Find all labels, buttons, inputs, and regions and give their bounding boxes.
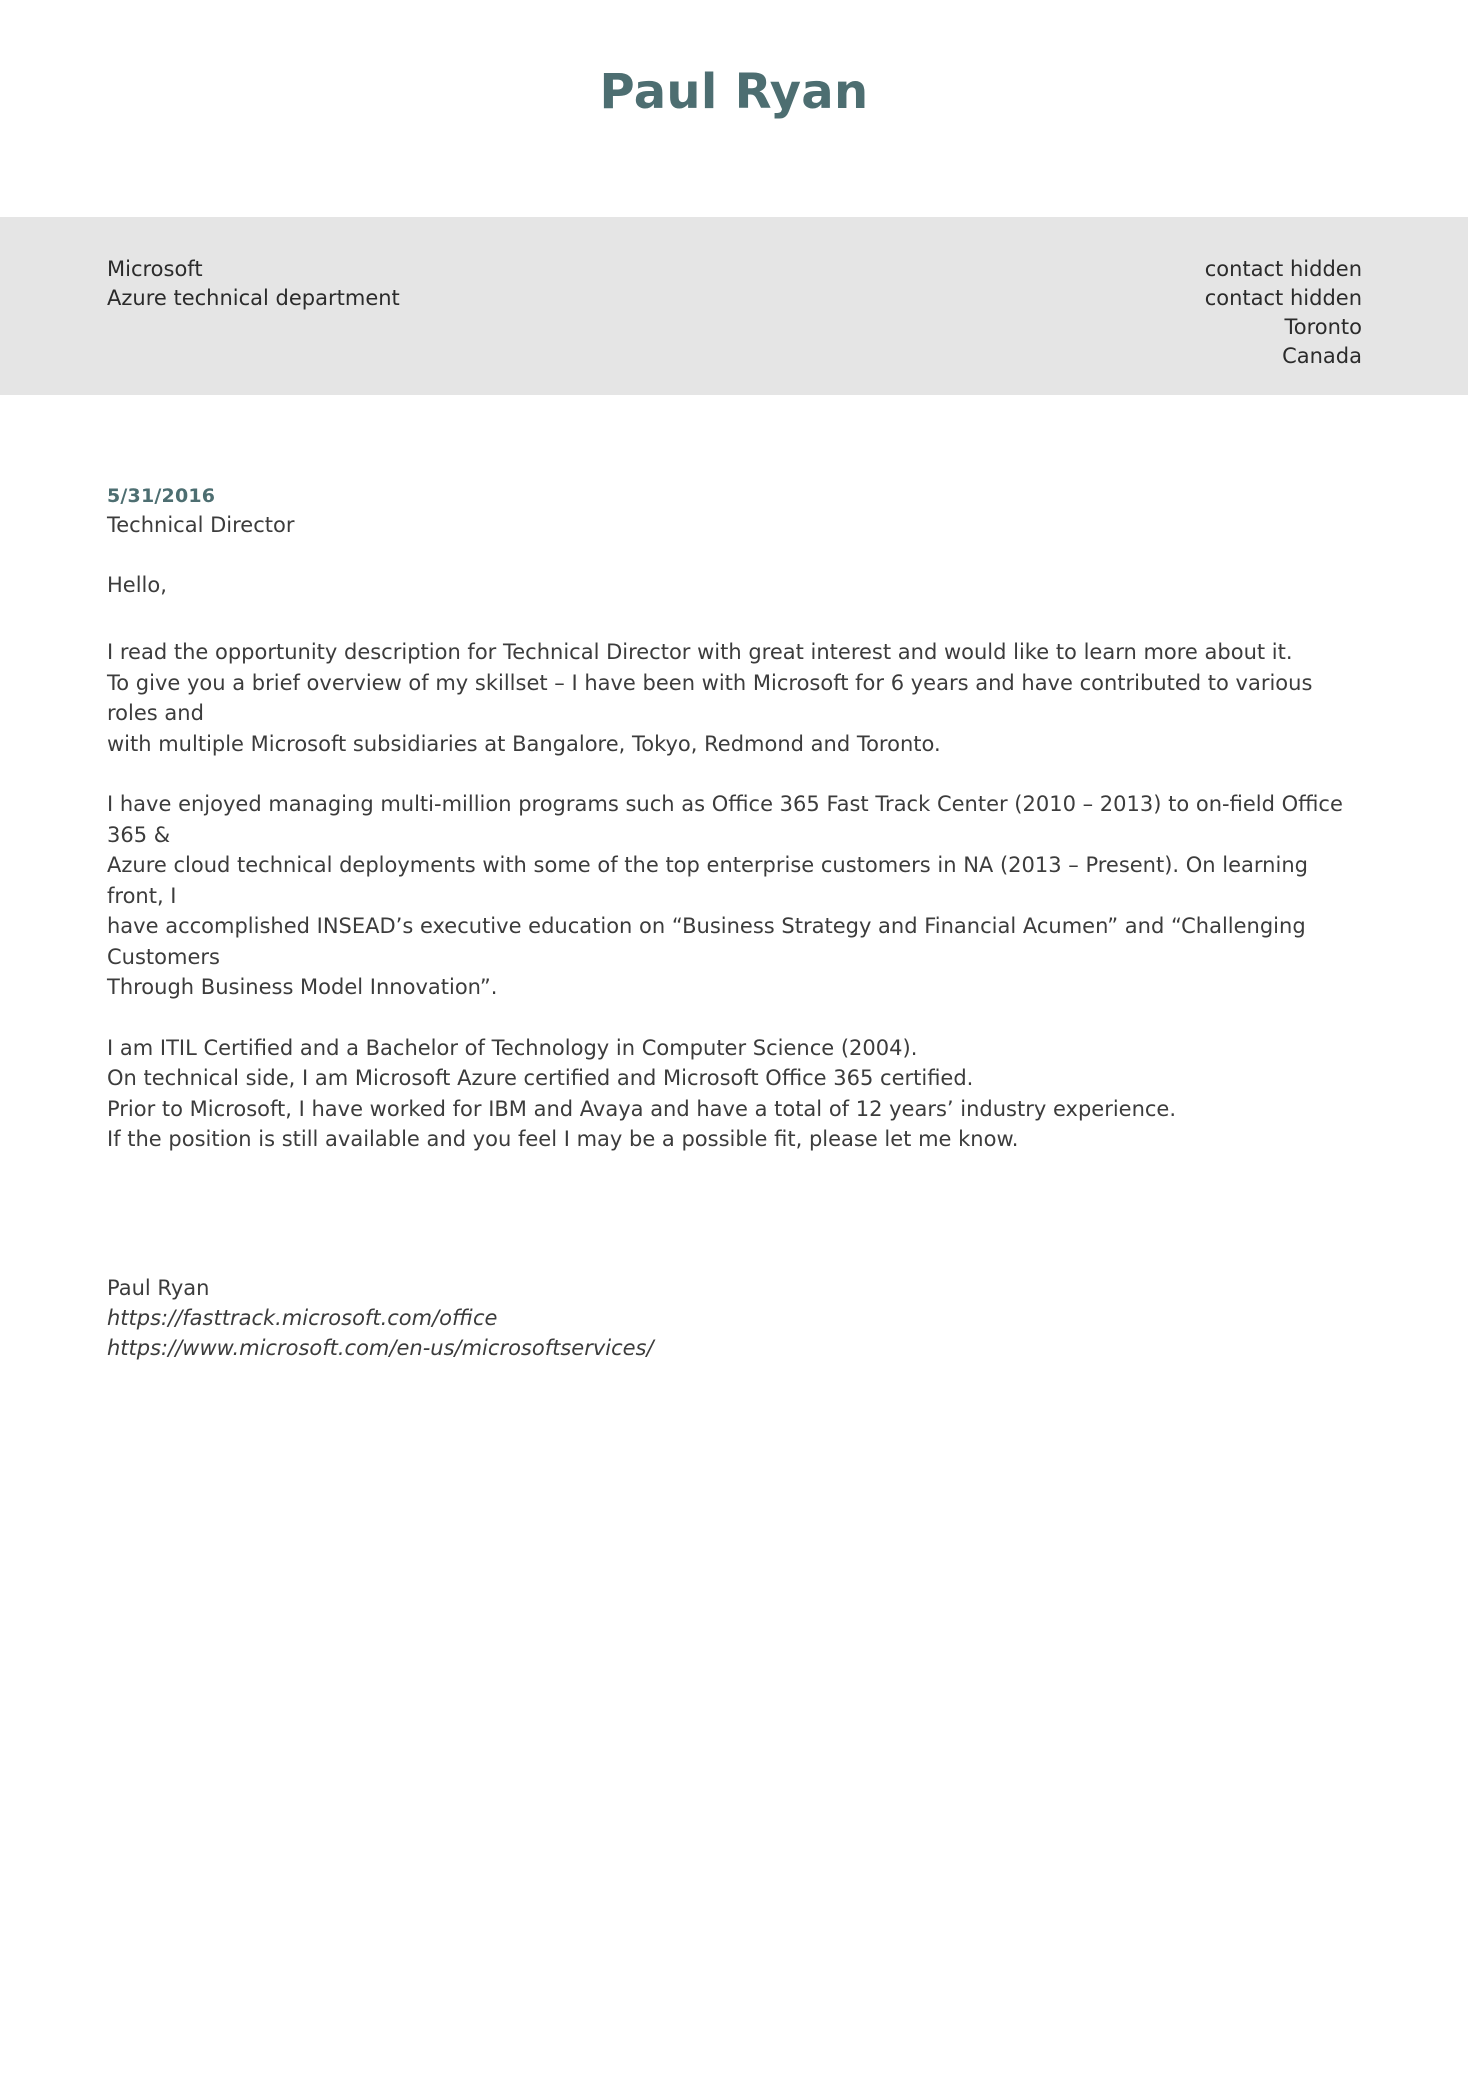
recipient-line: Azure technical department: [107, 286, 400, 310]
paragraph-line: If the position is still available and you feel I may be a possible fit, please let me know.: [107, 1127, 1019, 1151]
contact-band: [0, 217, 1468, 395]
sender-country: Canada: [1282, 344, 1362, 368]
paragraph-line: I have enjoyed managing multi-million programs such as Office 365 Fast Track Center (2010 – 2013) to on-field Office 365 &: [107, 792, 1343, 847]
letter-subject: Technical Director: [107, 513, 295, 537]
sender-line: contact hidden: [1204, 257, 1362, 281]
sender-line: contact hidden: [1204, 286, 1362, 310]
name-header: [0, 0, 1468, 217]
recipient-line: Microsoft: [107, 257, 203, 281]
paragraph-line: Prior to Microsoft, I have worked for IBM and Avaya and have a total of 12 years’ industry experience.: [107, 1096, 1177, 1121]
paragraph-line: On technical side, I am Microsoft Azure certified and Microsoft Office 365 certified.: [107, 1066, 974, 1090]
letter-salutation: Hello,: [107, 573, 167, 597]
sender-contact-block: [1205, 255, 1362, 371]
signature-url-fasttrack[interactable]: https://fasttrack.microsoft.com/office: [107, 1305, 498, 1330]
paragraph-1: [107, 637, 1361, 759]
page-title: Paul Ryan: [599, 63, 869, 120]
signature-block: [107, 1273, 1361, 1363]
signature-url-microsoftservices[interactable]: https://www.microsoft.com/en-us/microsoftservices/: [107, 1335, 654, 1360]
paragraph-line: with multiple Microsoft subsidiaries at Bangalore, Tokyo, Redmond and Toronto.: [107, 731, 941, 756]
paragraph-2: [107, 789, 1361, 1003]
signature-name: Paul Ryan: [107, 1275, 210, 1300]
paragraph-line: I read the opportunity description for Technical Director with great interest and would like to learn more about it.: [107, 640, 1293, 664]
recipient-address-block: [107, 255, 400, 313]
paragraph-line: Azure cloud technical deployments with some of the top enterprise customers in NA (2013 – Present). On learning front, I: [107, 853, 1308, 908]
paragraph-line: I am ITIL Certified and a Bachelor of Technology in Computer Science (2004).: [107, 1035, 918, 1060]
paragraph-line: have accomplished INSEAD’s executive education on “Business Strategy and Financial Acumen” and “Challenging Customers: [107, 914, 1306, 969]
paragraph-line: To give you a brief overview of my skillset – I have been with Microsoft for 6 years and have contributed to various roles and: [107, 670, 1313, 725]
letter-body: [0, 483, 1468, 1363]
letter-date: 5/31/2016: [107, 485, 216, 507]
paragraph-line: Through Business Model Innovation”.: [107, 975, 498, 999]
sender-city: Toronto: [1284, 315, 1362, 339]
paragraph-3: [107, 1033, 1361, 1155]
